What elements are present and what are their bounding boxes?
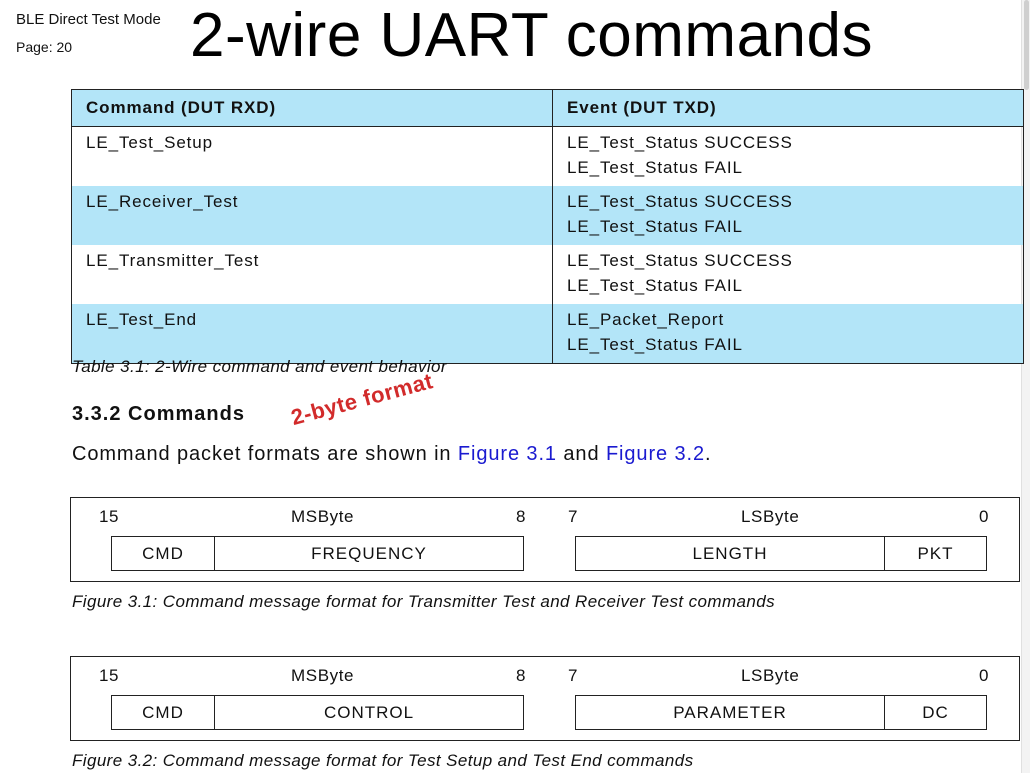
scrollbar-thumb[interactable]: [1024, 0, 1029, 90]
command-cell: LE_Receiver_Test: [72, 186, 553, 245]
lsbyte-label: LSByte: [741, 507, 800, 526]
page-number: Page: 20: [16, 39, 73, 55]
command-cell: LE_Test_End: [72, 304, 553, 364]
bit-label-0: 0: [979, 507, 990, 526]
event-line: LE_Test_Status SUCCESS: [567, 192, 793, 211]
msbyte-fields: [111, 536, 524, 571]
bit-label-0: 0: [979, 666, 990, 685]
figure-3-2-diagram: [70, 656, 1020, 741]
figure-3-1-link[interactable]: Figure 3.1: [457, 443, 557, 465]
command-cell: LE_Test_Setup: [72, 127, 553, 187]
bit-label-8: 8: [516, 666, 527, 685]
table-row: [72, 304, 1024, 364]
lsbyte-fields: [575, 695, 987, 730]
column-header-command: Command (DUT RXD): [72, 90, 553, 127]
table-caption: Table 3.1: 2-Wire command and event behavior: [72, 357, 447, 376]
msbyte-label: MSByte: [291, 507, 355, 526]
event-cell: [553, 186, 1024, 245]
body-text: .: [705, 443, 712, 465]
slide-title: 2-wire UART commands: [190, 1, 874, 70]
figure-3-2-caption: Figure 3.2: Command message format for Test Setup and Test End commands: [72, 751, 694, 770]
table-row: [72, 245, 1024, 304]
msbyte-fields: [111, 695, 524, 730]
table-header-row: [72, 90, 1024, 127]
table-row: [72, 186, 1024, 245]
event-cell: [553, 127, 1024, 187]
event-line: LE_Test_Status FAIL: [567, 276, 743, 295]
event-line: LE_Test_Status SUCCESS: [567, 251, 793, 270]
field-parameter: PARAMETER: [575, 695, 885, 730]
document-title: BLE Direct Test Mode: [16, 11, 161, 28]
figure-3-1-diagram: [70, 497, 1020, 582]
event-line: LE_Test_Status FAIL: [567, 335, 743, 354]
handwritten-annotation: 2-byte format: [288, 368, 436, 431]
event-line: LE_Packet_Report: [567, 310, 725, 329]
field-dc: DC: [885, 695, 987, 730]
event-cell: [553, 304, 1024, 364]
field-cmd: CMD: [111, 536, 215, 571]
bit-label-7: 7: [568, 666, 579, 685]
bit-label-15: 15: [99, 666, 120, 685]
field-cmd: CMD: [111, 695, 215, 730]
event-line: LE_Test_Status FAIL: [567, 217, 743, 236]
event-cell: [553, 245, 1024, 304]
msbyte-label: MSByte: [291, 666, 355, 685]
bit-label-7: 7: [568, 507, 579, 526]
bit-label-8: 8: [516, 507, 527, 526]
event-line: LE_Test_Status FAIL: [567, 158, 743, 177]
body-text: Command packet formats are shown in: [72, 443, 458, 465]
body-text: and: [556, 443, 606, 465]
section-heading: 3.3.2 Commands: [72, 403, 245, 425]
figure-3-2-link[interactable]: Figure 3.2: [605, 443, 705, 465]
table-row: [72, 127, 1024, 187]
lsbyte-fields: [575, 536, 987, 571]
field-frequency: FREQUENCY: [215, 536, 524, 571]
field-pkt: PKT: [885, 536, 987, 571]
body-paragraph: [72, 443, 711, 466]
event-line: LE_Test_Status SUCCESS: [567, 133, 793, 152]
bit-label-15: 15: [99, 507, 120, 526]
figure-3-1-caption: Figure 3.1: Command message format for Transmitter Test and Receiver Test commands: [72, 592, 775, 611]
command-cell: LE_Transmitter_Test: [72, 245, 553, 304]
column-header-event: Event (DUT TXD): [553, 90, 1024, 127]
field-control: CONTROL: [215, 695, 524, 730]
field-length: LENGTH: [575, 536, 885, 571]
lsbyte-label: LSByte: [741, 666, 800, 685]
command-event-table: [71, 89, 1024, 364]
